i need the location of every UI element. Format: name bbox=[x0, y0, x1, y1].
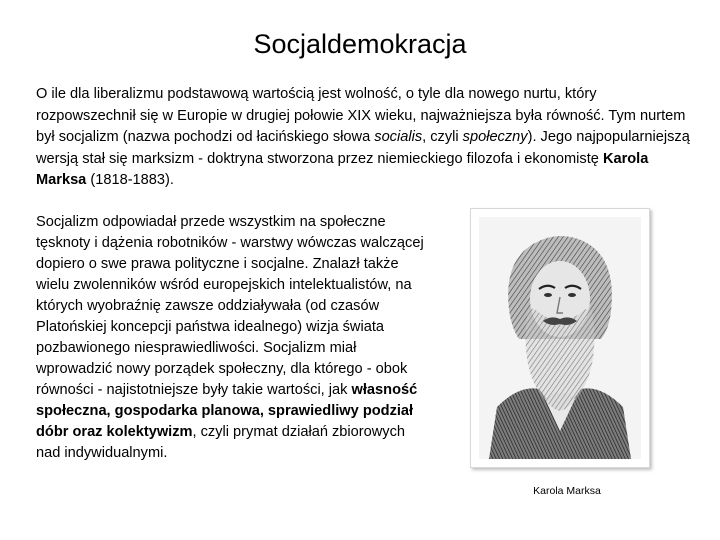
intro-text-2: , czyli bbox=[422, 129, 463, 146]
intro-term-spoleczny: społeczny bbox=[462, 129, 528, 146]
portrait-frame bbox=[470, 208, 650, 468]
intro-term-socialis: socialis bbox=[374, 129, 423, 146]
intro-text-4: (1818-1883). bbox=[86, 172, 174, 189]
body-text-2: , czyli prymat działań zbiorowych nad indywidualnymi. bbox=[36, 424, 406, 461]
body-paragraph bbox=[36, 212, 428, 464]
intro-name-marks: Karola Marksa bbox=[36, 150, 649, 189]
intro-paragraph bbox=[36, 84, 690, 192]
portrait-image bbox=[479, 217, 641, 459]
intro-text-1: O ile dla liberalizmu podstawową wartością jest wolność, o tyle dla nowego nurtu, który rozpowszechnił się w Europie w drugiej połowie XIX wieku, najważniejsza była równość. Tym nurtem był socjalizm (nazwa pochodzi od łacińskiego słowa bbox=[36, 86, 686, 146]
body-text-1: Socjalizm odpowiadał przede wszystkim na społeczne tęsknoty i dążenia robotników - warstwy wówczas walczącej dopiero o swe prawa polityczne i socjalne. Znalazł także wielu zwolenników wśród europejskich intelektualistów, na których wyobraźnię zawsze oddziaływała (od czasów Platońskiej koncepcji państwa idealnego) wizja świata pozbawionego niesprawiedliwości. Socjalizm miał wprowadzić nowy porządek społeczny, dla którego - obok równości - najistotniejsze były takie wartości, jak bbox=[36, 214, 424, 398]
intro-text-3: ). Jego najpopularniejszą wersją stał się marksizm - doktryna stworzona przez niemieckiego filozofa i ekonomistę bbox=[36, 129, 690, 167]
body-values-bold: własność społeczna, gospodarka planowa, sprawiedliwy podział dóbr oraz kolektywizm bbox=[36, 382, 418, 440]
portrait-caption: Karola Marksa bbox=[533, 485, 601, 497]
slide-title: Socjaldemokracja bbox=[253, 29, 467, 59]
